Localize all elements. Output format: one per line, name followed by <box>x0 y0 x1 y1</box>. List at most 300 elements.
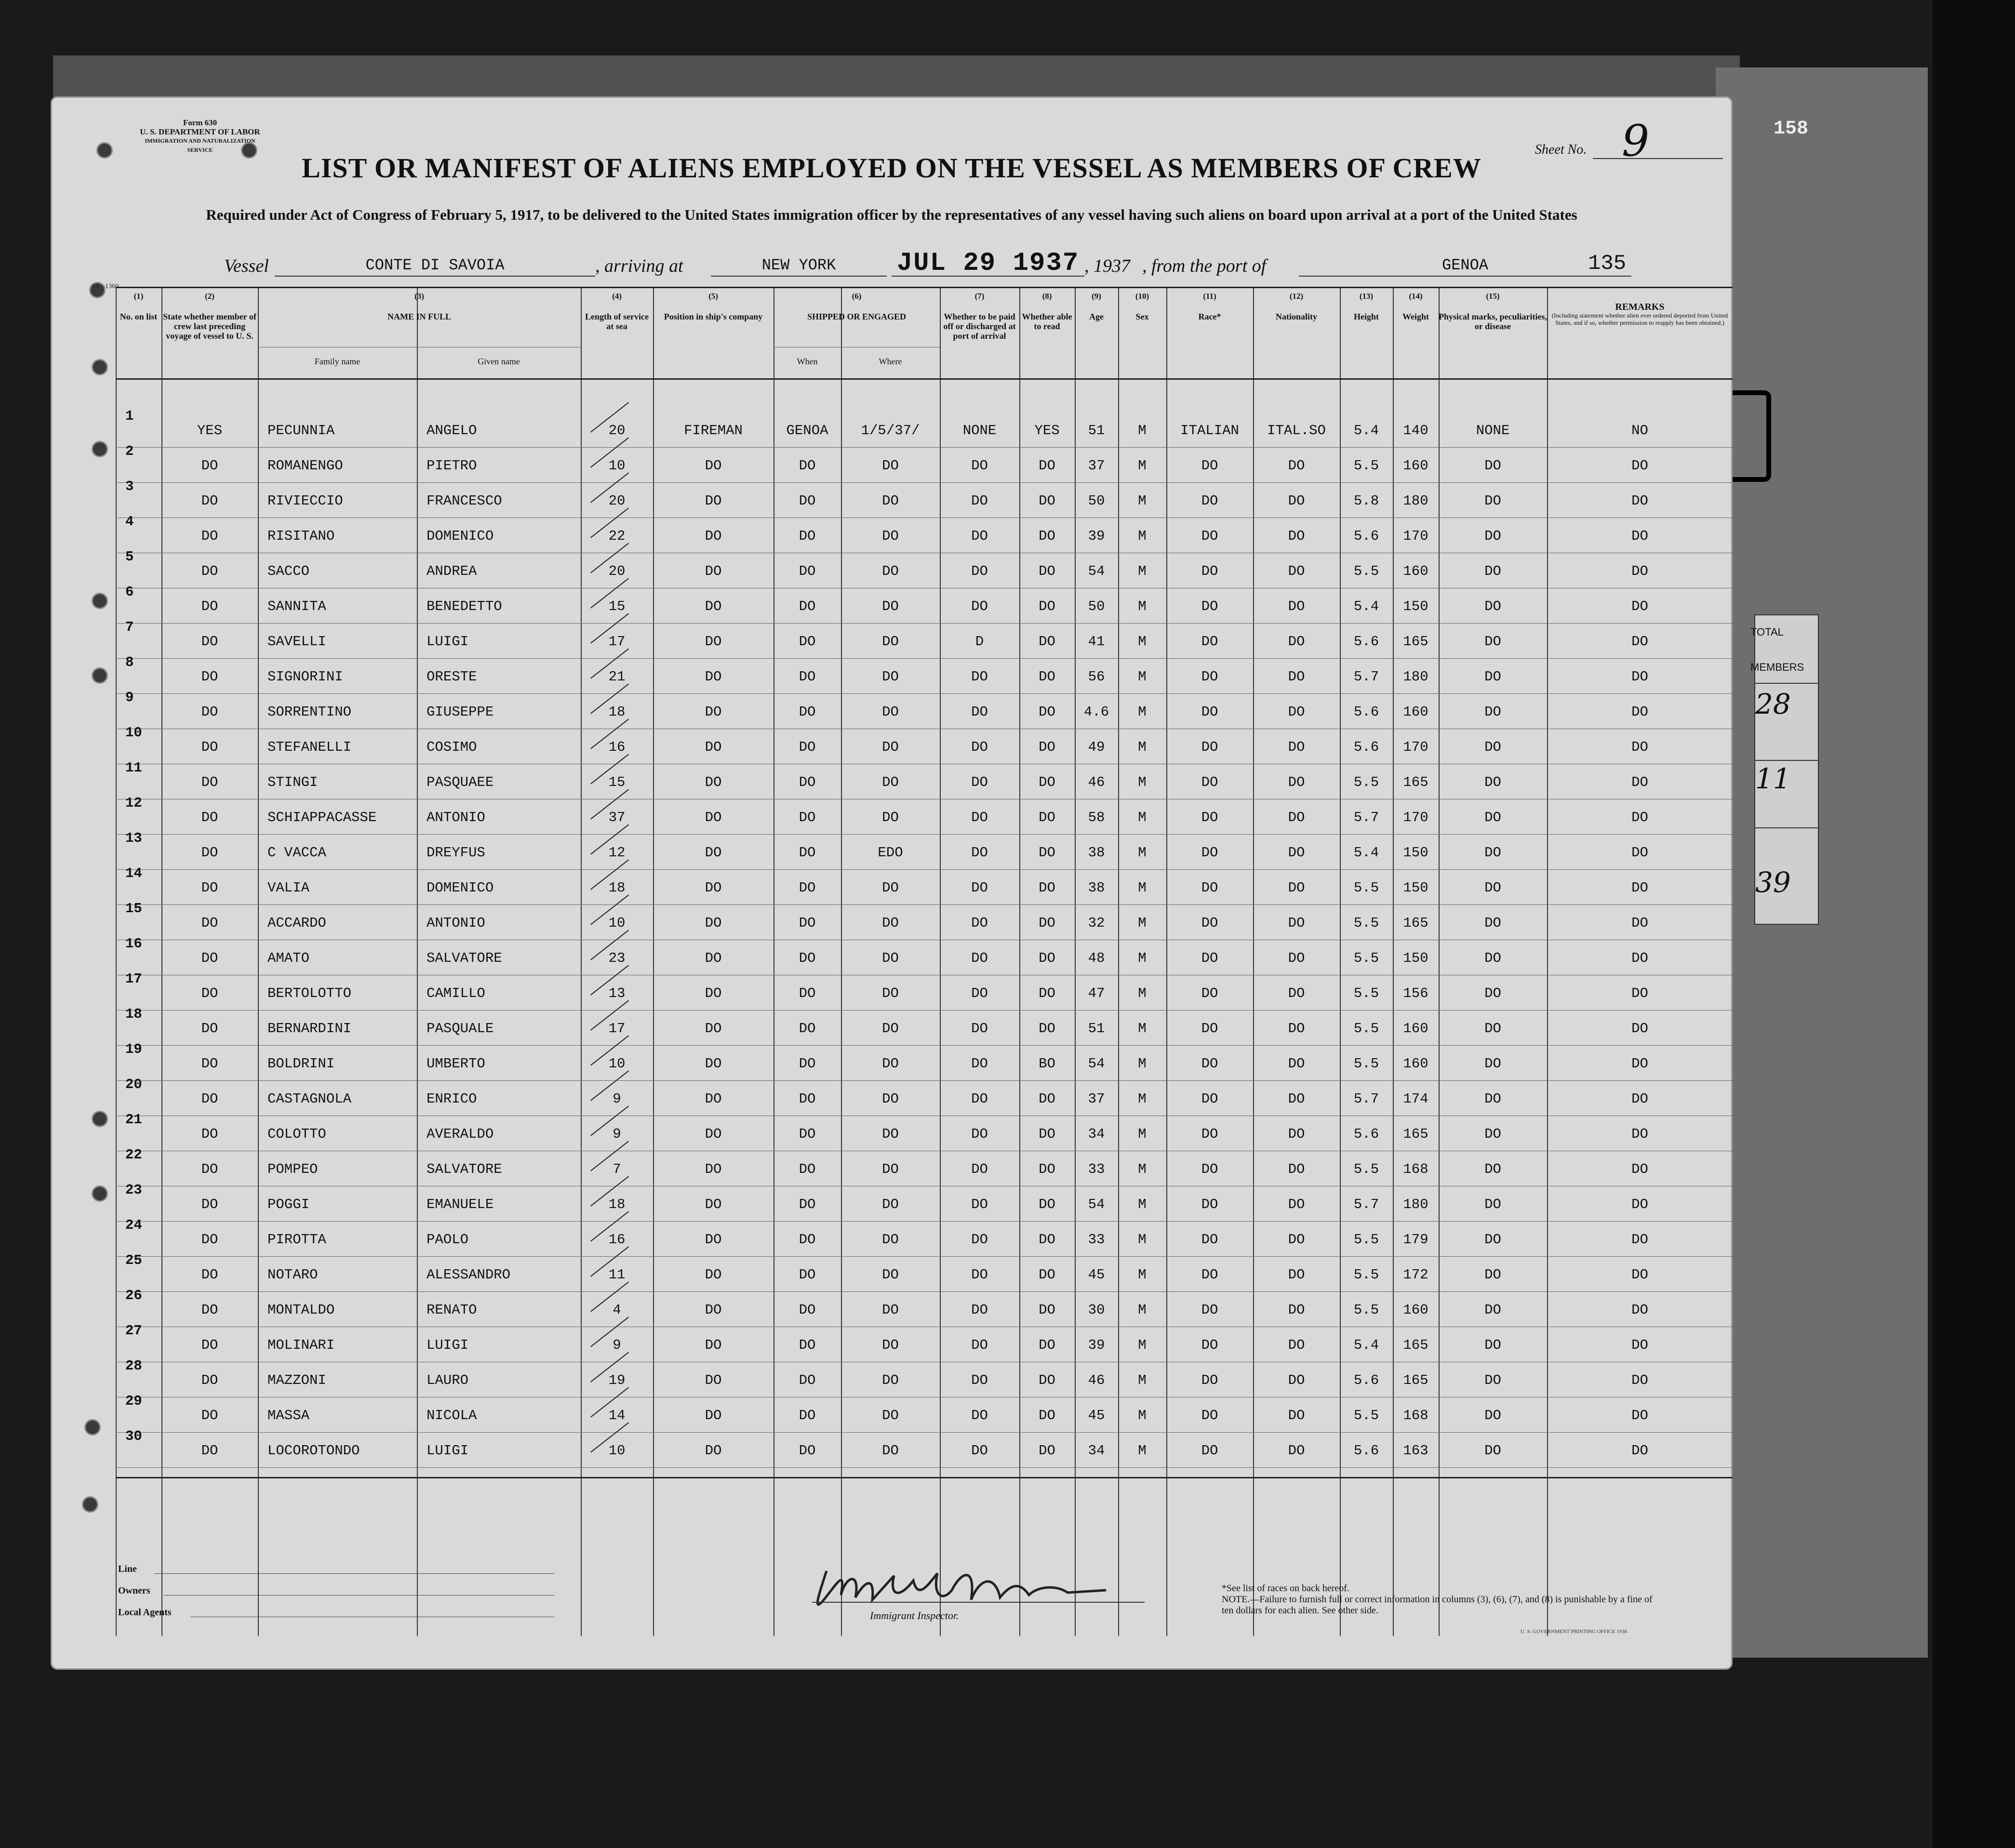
cell-height: 5.7 <box>1353 669 1379 685</box>
cell-nat: DO <box>1288 1372 1305 1388</box>
cell-race: DO <box>1201 1302 1218 1318</box>
cell-position: DO <box>705 598 722 614</box>
cell-given: ANTONIO <box>427 915 485 931</box>
cell-family: SANNITA <box>267 598 326 614</box>
cell-paid: DO <box>971 810 988 825</box>
row-number: 23 <box>125 1182 142 1198</box>
cell-marks: DO <box>1484 880 1501 896</box>
cell-remarks: DO <box>1631 1408 1648 1423</box>
row-number: 20 <box>125 1077 142 1092</box>
cell-weight: 150 <box>1403 880 1428 896</box>
row-rule <box>116 658 1733 659</box>
cell-age: 54 <box>1088 563 1105 579</box>
cell-nat: DO <box>1288 1056 1305 1072</box>
cell-prev: DO <box>201 845 218 861</box>
cell-height: 5.4 <box>1353 423 1379 439</box>
cell-prev: DO <box>201 774 218 790</box>
cell-given: GIUSEPPE <box>427 704 494 720</box>
column-header <box>1340 292 1393 321</box>
row-number: 22 <box>125 1147 142 1163</box>
cell-remarks: DO <box>1631 1161 1648 1177</box>
cell-weight: 165 <box>1403 774 1428 790</box>
cell-given: ANTONIO <box>427 810 485 825</box>
row-rule <box>116 1291 1733 1292</box>
row-number: 16 <box>125 936 142 952</box>
column-number: (10) <box>1135 292 1149 301</box>
cell-race: DO <box>1201 774 1218 790</box>
cell-paid: DO <box>971 1408 988 1423</box>
column-number: (5) <box>708 292 718 301</box>
cell-marks: DO <box>1484 810 1501 825</box>
cell-where: DO <box>882 1197 899 1212</box>
cell-weight: 156 <box>1403 985 1428 1001</box>
cell-prev: DO <box>201 1443 218 1459</box>
owners-label: Owners <box>118 1585 150 1596</box>
cell-position: DO <box>705 563 722 579</box>
row-rule <box>116 1221 1733 1222</box>
cell-nat: DO <box>1288 1021 1305 1037</box>
cell-family: MAZZONI <box>267 1372 326 1388</box>
cell-when: DO <box>799 1232 816 1248</box>
cell-read: DO <box>1039 704 1055 720</box>
cell-service: 37 <box>608 810 626 825</box>
column-rule <box>116 287 117 1636</box>
cell-nat: DO <box>1288 774 1305 790</box>
cell-sex: M <box>1138 845 1147 861</box>
cell-given: LUIGI <box>427 1443 469 1459</box>
cell-nat: DO <box>1288 1126 1305 1142</box>
cell-marks: DO <box>1484 634 1501 650</box>
cell-race: DO <box>1201 845 1218 861</box>
cell-position: DO <box>705 634 722 650</box>
cell-family: MOLINARI <box>267 1337 335 1353</box>
column-header <box>1547 292 1733 326</box>
column-subheader: Where <box>879 357 902 366</box>
cell-weight: 150 <box>1403 845 1428 861</box>
cell-family: C VACCA <box>267 845 326 861</box>
cell-nat: DO <box>1288 1302 1305 1318</box>
cell-read: DO <box>1039 950 1055 966</box>
column-number: (14) <box>1409 292 1423 301</box>
cell-sex: M <box>1138 1408 1147 1423</box>
cell-position: DO <box>705 1408 722 1423</box>
cell-sex: M <box>1138 985 1147 1001</box>
cell-remarks: DO <box>1631 1126 1648 1142</box>
cell-read: DO <box>1039 1091 1055 1107</box>
cell-age: 54 <box>1088 1197 1105 1212</box>
departure-port: GENOA <box>1441 256 1488 274</box>
cell-weight: 165 <box>1403 1126 1428 1142</box>
vessel-name: CONTE DI SAVOIA <box>365 256 505 274</box>
cell-read: DO <box>1039 1232 1055 1248</box>
cell-prev: DO <box>201 985 218 1001</box>
cell-paid: DO <box>971 1091 988 1107</box>
cell-race: DO <box>1201 598 1218 614</box>
cell-age: 45 <box>1088 1408 1105 1423</box>
cell-service: 20 <box>608 493 626 509</box>
cell-paid: DO <box>971 985 988 1001</box>
column-header <box>1166 292 1253 321</box>
cell-given: AVERALDO <box>427 1126 494 1142</box>
cell-nat: DO <box>1288 669 1305 685</box>
column-header <box>940 292 1019 341</box>
cell-sex: M <box>1138 1197 1147 1212</box>
cell-paid: DO <box>971 880 988 896</box>
cell-weight: 179 <box>1403 1232 1428 1248</box>
races-note: *See list of races on back hereof. <box>1222 1583 1349 1594</box>
cell-service: 19 <box>608 1372 626 1388</box>
cell-given: ANDREA <box>427 563 477 579</box>
column-header <box>1075 292 1118 321</box>
cell-sex: M <box>1138 1372 1147 1388</box>
cell-age: 34 <box>1088 1443 1105 1459</box>
cell-family: NOTARO <box>267 1267 318 1283</box>
cell-when: DO <box>799 1443 816 1459</box>
cell-race: DO <box>1201 950 1218 966</box>
cell-age: 45 <box>1088 1267 1105 1283</box>
cell-race: DO <box>1201 634 1218 650</box>
cell-race: DO <box>1201 880 1218 896</box>
cell-given: LUIGI <box>427 1337 469 1353</box>
cell-sex: M <box>1138 669 1147 685</box>
cell-marks: DO <box>1484 598 1501 614</box>
cell-remarks: DO <box>1631 1372 1648 1388</box>
cell-race: DO <box>1201 1126 1218 1142</box>
cell-read: DO <box>1039 1021 1055 1037</box>
cell-prev: DO <box>201 1056 218 1072</box>
cell-service: 18 <box>608 880 626 896</box>
row-number: 30 <box>125 1428 142 1444</box>
cell-prev: DO <box>201 634 218 650</box>
cell-remarks: DO <box>1631 458 1648 474</box>
column-number: (8) <box>1042 292 1052 301</box>
cell-sex: M <box>1138 1021 1147 1037</box>
cell-read: DO <box>1039 458 1055 474</box>
cell-read: DO <box>1039 845 1055 861</box>
cell-where: DO <box>882 1056 899 1072</box>
footnote <box>1222 1583 1655 1616</box>
row-rule <box>116 1256 1733 1257</box>
cell-given: COSIMO <box>427 739 477 755</box>
row-number: 9 <box>125 690 134 705</box>
row-number: 13 <box>125 830 142 846</box>
cell-marks: DO <box>1484 1232 1501 1248</box>
cell-read: DO <box>1039 774 1055 790</box>
row-number: 6 <box>125 584 134 600</box>
cell-prev: DO <box>201 880 218 896</box>
cell-age: 34 <box>1088 1126 1105 1142</box>
cell-when: DO <box>799 563 816 579</box>
cell-position: DO <box>705 704 722 720</box>
cell-weight: 160 <box>1403 1302 1428 1318</box>
cell-weight: 170 <box>1403 739 1428 755</box>
cell-service: 12 <box>608 845 626 861</box>
cell-position: DO <box>705 915 722 931</box>
cell-read: DO <box>1039 1161 1055 1177</box>
tally-label-total: TOTAL <box>1750 626 1784 638</box>
cell-when: DO <box>799 493 816 509</box>
cell-sex: M <box>1138 950 1147 966</box>
cell-sex: M <box>1138 704 1147 720</box>
column-label: Physical marks, peculiarities, or disease <box>1439 312 1547 331</box>
cell-prev: DO <box>201 1161 218 1177</box>
inspector-signature <box>769 1556 1183 1614</box>
cell-marks: DO <box>1484 1372 1501 1388</box>
from-port-label: , from the port of <box>1142 256 1267 276</box>
row-rule <box>116 1432 1733 1433</box>
cell-service: 9 <box>613 1091 621 1107</box>
cell-position: DO <box>705 1161 722 1177</box>
cell-given: ALESSANDRO <box>427 1267 511 1283</box>
column-label: State whether member of crew last preceding voyage of vessel to U. S. <box>163 312 256 341</box>
cell-service: 16 <box>608 1232 626 1248</box>
cell-where: DO <box>882 1126 899 1142</box>
cell-family: BOLDRINI <box>267 1056 335 1072</box>
cell-weight: 168 <box>1403 1408 1428 1423</box>
cell-position: DO <box>705 669 722 685</box>
cell-given: EMANUELE <box>427 1197 494 1212</box>
table-rule <box>116 287 1733 288</box>
cell-marks: DO <box>1484 1161 1501 1177</box>
cell-nat: DO <box>1288 1161 1305 1177</box>
cell-remarks: DO <box>1631 739 1648 755</box>
cell-weight: 160 <box>1403 704 1428 720</box>
cell-prev: DO <box>201 493 218 509</box>
department-name: U. S. DEPARTMENT OF LABOR <box>140 127 260 136</box>
cell-paid: DO <box>971 458 988 474</box>
cell-read: DO <box>1039 1197 1055 1212</box>
column-header <box>116 292 161 321</box>
row-number: 24 <box>125 1217 142 1233</box>
cell-service: 18 <box>608 704 626 720</box>
back-sheet <box>1716 67 1928 1658</box>
cell-position: DO <box>705 739 722 755</box>
cell-height: 5.5 <box>1353 1302 1379 1318</box>
cell-nat: DO <box>1288 915 1305 931</box>
row-number: 25 <box>125 1252 142 1268</box>
cell-prev: DO <box>201 669 218 685</box>
cell-sex: M <box>1138 1126 1147 1142</box>
cell-prev: YES <box>197 423 223 439</box>
cell-race: DO <box>1201 1408 1218 1423</box>
cell-where: DO <box>882 1161 899 1177</box>
column-rule <box>417 287 418 1636</box>
cell-weight: 165 <box>1403 1337 1428 1353</box>
cell-race: DO <box>1201 739 1218 755</box>
cell-paid: DO <box>971 598 988 614</box>
cell-age: 54 <box>1088 1056 1105 1072</box>
cell-family: SIGNORINI <box>267 669 343 685</box>
cell-prev: DO <box>201 458 218 474</box>
cell-weight: 180 <box>1403 1197 1428 1212</box>
cell-remarks: DO <box>1631 1197 1648 1212</box>
cell-family: POMPEO <box>267 1161 318 1177</box>
cell-remarks: DO <box>1631 1091 1648 1107</box>
cell-service: 14 <box>608 1408 626 1423</box>
column-label: Weight <box>1402 312 1429 321</box>
cell-weight: 165 <box>1403 1372 1428 1388</box>
cell-family: PECUNNIA <box>267 423 335 439</box>
cell-weight: 170 <box>1403 810 1428 825</box>
remarks-note: (Including statement whether alien ever ordered deported from United States, and if so, whether permission to reapply has been obtained.) <box>1551 312 1728 326</box>
cell-when: DO <box>799 739 816 755</box>
cell-height: 5.7 <box>1353 1197 1379 1212</box>
arrival-port: NEW YORK <box>761 256 836 274</box>
cell-when: DO <box>799 1126 816 1142</box>
cell-family: BERTOLOTTO <box>267 985 352 1001</box>
cell-when: DO <box>799 880 816 896</box>
cell-nat: DO <box>1288 563 1305 579</box>
column-label: REMARKS <box>1615 302 1665 312</box>
cell-position: DO <box>705 1267 722 1283</box>
cell-prev: DO <box>201 1408 218 1423</box>
cell-read: DO <box>1039 1267 1055 1283</box>
cell-weight: 174 <box>1403 1091 1428 1107</box>
cell-weight: 172 <box>1403 1267 1428 1283</box>
cell-paid: DO <box>971 1232 988 1248</box>
row-rule <box>116 834 1733 835</box>
cell-race: DO <box>1201 915 1218 931</box>
row-number: 5 <box>125 549 134 565</box>
cell-weight: 168 <box>1403 1161 1428 1177</box>
column-header <box>774 292 940 321</box>
cell-service: 17 <box>608 634 626 650</box>
cell-height: 5.7 <box>1353 1091 1379 1107</box>
column-number: (12) <box>1289 292 1304 301</box>
column-label: Height <box>1354 312 1379 321</box>
cell-marks: DO <box>1484 669 1501 685</box>
cell-nat: DO <box>1288 1443 1305 1459</box>
cell-marks: DO <box>1484 1443 1501 1459</box>
cell-sex: M <box>1138 1337 1147 1353</box>
cell-age: 56 <box>1088 669 1105 685</box>
cell-age: 38 <box>1088 880 1105 896</box>
cell-when: DO <box>799 810 816 825</box>
tally-label-members: MEMBERS <box>1750 661 1804 673</box>
cell-height: 5.6 <box>1353 739 1379 755</box>
row-number: 1 <box>125 408 134 424</box>
row-number: 27 <box>125 1323 142 1339</box>
cell-age: 39 <box>1088 1337 1105 1353</box>
row-rule <box>116 693 1733 694</box>
cell-when: DO <box>799 1302 816 1318</box>
column-number: (15) <box>1486 292 1500 301</box>
cell-service: 15 <box>608 598 626 614</box>
cell-given: ORESTE <box>427 669 477 685</box>
cell-sex: M <box>1138 634 1147 650</box>
column-label: Whether able to read <box>1022 312 1072 331</box>
form-number: Form 630 <box>183 118 217 127</box>
paper-clip <box>1733 390 1771 482</box>
cell-height: 5.5 <box>1353 563 1379 579</box>
column-number: (9) <box>1092 292 1101 301</box>
cell-paid: DO <box>971 1161 988 1177</box>
cell-when: DO <box>799 1161 816 1177</box>
cell-family: MASSA <box>267 1408 310 1423</box>
cell-weight: 160 <box>1403 1056 1428 1072</box>
cell-remarks: DO <box>1631 1337 1648 1353</box>
cell-where: DO <box>882 634 899 650</box>
cell-remarks: DO <box>1631 845 1648 861</box>
cell-paid: DO <box>971 1056 988 1072</box>
cell-height: 5.6 <box>1353 704 1379 720</box>
cell-nat: DO <box>1288 1408 1305 1423</box>
cell-remarks: NO <box>1631 423 1648 439</box>
cell-prev: DO <box>201 1232 218 1248</box>
row-number: 8 <box>125 654 134 670</box>
cell-position: DO <box>705 845 722 861</box>
cell-position: DO <box>705 493 722 509</box>
cell-when: DO <box>799 774 816 790</box>
cell-race: DO <box>1201 985 1218 1001</box>
cell-given: SALVATORE <box>427 950 502 966</box>
cell-paid: DO <box>971 1337 988 1353</box>
column-label: Length of service at sea <box>585 312 649 331</box>
column-subheader: When <box>797 357 818 366</box>
cell-paid: DO <box>971 915 988 931</box>
cell-marks: DO <box>1484 915 1501 931</box>
cell-marks: DO <box>1484 774 1501 790</box>
year-label: , 1937 <box>1084 256 1130 276</box>
column-number: (6) <box>852 292 862 301</box>
cell-prev: DO <box>201 1126 218 1142</box>
column-label: Age <box>1089 312 1104 321</box>
inspector-label: Immigrant Inspector. <box>870 1609 959 1622</box>
cell-marks: DO <box>1484 1408 1501 1423</box>
column-header <box>258 292 581 321</box>
cell-nat: DO <box>1288 458 1305 474</box>
row-number: 10 <box>125 725 142 741</box>
cell-sex: M <box>1138 1443 1147 1459</box>
cell-paid: DO <box>971 704 988 720</box>
cell-given: DOMENICO <box>427 880 494 896</box>
row-number: 15 <box>125 901 142 917</box>
cell-service: 4 <box>613 1302 621 1318</box>
cell-weight: 180 <box>1403 493 1428 509</box>
cell-where: DO <box>882 1232 899 1248</box>
cell-given: LAURO <box>427 1372 469 1388</box>
cell-read: DO <box>1039 634 1055 650</box>
column-header <box>1393 292 1439 321</box>
row-number: 19 <box>125 1041 142 1057</box>
cell-where: DO <box>882 1443 899 1459</box>
table-bottom-rule <box>116 1477 1733 1478</box>
cell-where: DO <box>882 493 899 509</box>
cell-paid: DO <box>971 528 988 544</box>
cell-position: DO <box>705 1126 722 1142</box>
row-number: 4 <box>125 514 134 530</box>
column-header <box>1118 292 1166 321</box>
cell-family: POGGI <box>267 1197 310 1212</box>
cell-given: DREYFUS <box>427 845 485 861</box>
cell-remarks: DO <box>1631 985 1648 1001</box>
cell-weight: 180 <box>1403 669 1428 685</box>
manifest-sheet <box>51 96 1733 1670</box>
cell-nat: DO <box>1288 493 1305 509</box>
cell-given: NICOLA <box>427 1408 477 1423</box>
cell-when: DO <box>799 1056 816 1072</box>
cell-height: 5.6 <box>1353 528 1379 544</box>
cell-marks: DO <box>1484 1197 1501 1212</box>
cell-given: FRANCESCO <box>427 493 502 509</box>
cell-family: SORRENTINO <box>267 704 352 720</box>
cell-service: 13 <box>608 985 626 1001</box>
cell-paid: DO <box>971 950 988 966</box>
cell-marks: DO <box>1484 950 1501 966</box>
cell-where: DO <box>882 528 899 544</box>
cell-given: BENEDETTO <box>427 598 502 614</box>
cell-marks: DO <box>1484 704 1501 720</box>
